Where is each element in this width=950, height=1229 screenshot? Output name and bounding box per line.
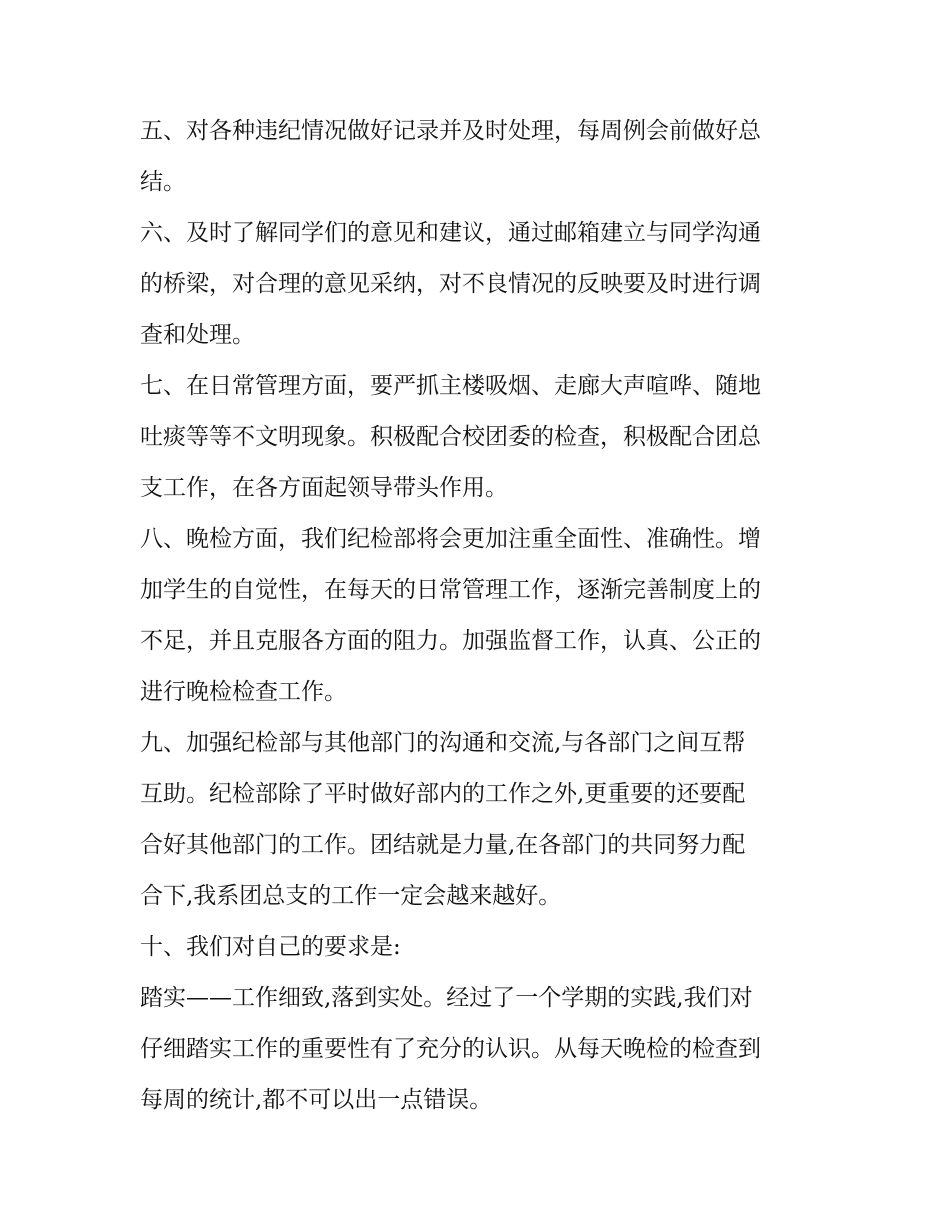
- paragraph-line: 结。: [140, 169, 186, 195]
- paragraph-line: 加学生的自觉性，在每天的日常管理工作，逐渐完善制度上的: [140, 577, 761, 603]
- paragraph-line: 吐痰等等不文明现象。积极配合校团委的检查，积极配合团总: [140, 424, 761, 450]
- paragraph-line: 每周的统计,都不可以出一点错误。: [140, 1087, 493, 1113]
- paragraph-line: 踏实——工作细致,落到实处。经过了一个学期的实践,我们对: [140, 985, 753, 1011]
- paragraph-line: 支工作，在各方面起领导带头作用。: [140, 475, 508, 501]
- paragraph-line: 仔细踏实工作的重要性有了充分的认识。从每天晚检的检查到: [140, 1036, 761, 1062]
- paragraph-line: 合下,我系团总支的工作一定会越来越好。: [140, 883, 562, 909]
- paragraph-line: 互助。纪检部除了平时做好部内的工作之外,更重要的还要配: [140, 781, 746, 807]
- paragraph-line: 合好其他部门的工作。团结就是力量,在各部门的共同努力配: [140, 832, 746, 858]
- paragraph-line: 查和处理。: [140, 322, 255, 348]
- paragraph-line: 的桥梁，对合理的意见采纳，对不良情况的反映要及时进行调: [140, 271, 761, 297]
- paragraph-line: 不足，并且克服各方面的阻力。加强监督工作，认真、公正的: [140, 628, 761, 654]
- paragraph-line: 七、在日常管理方面，要严抓主楼吸烟、走廊大声喧哗、随地: [140, 373, 761, 399]
- paragraph-line: 八、晚检方面，我们纪检部将会更加注重全面性、准确性。增: [140, 526, 761, 552]
- paragraph-line: 进行晚检检查工作。: [140, 679, 347, 705]
- document-body: [140, 106, 830, 1126]
- paragraph-line: 五、对各种违纪情况做好记录并及时处理，每周例会前做好总: [140, 118, 761, 144]
- paragraph-line: 十、我们对自己的要求是:: [140, 934, 401, 960]
- paragraph-line: 六、及时了解同学们的意见和建议，通过邮箱建立与同学沟通: [140, 220, 761, 246]
- paragraph-line: 九、加强纪检部与其他部门的沟通和交流,与各部门之间互帮: [140, 730, 746, 756]
